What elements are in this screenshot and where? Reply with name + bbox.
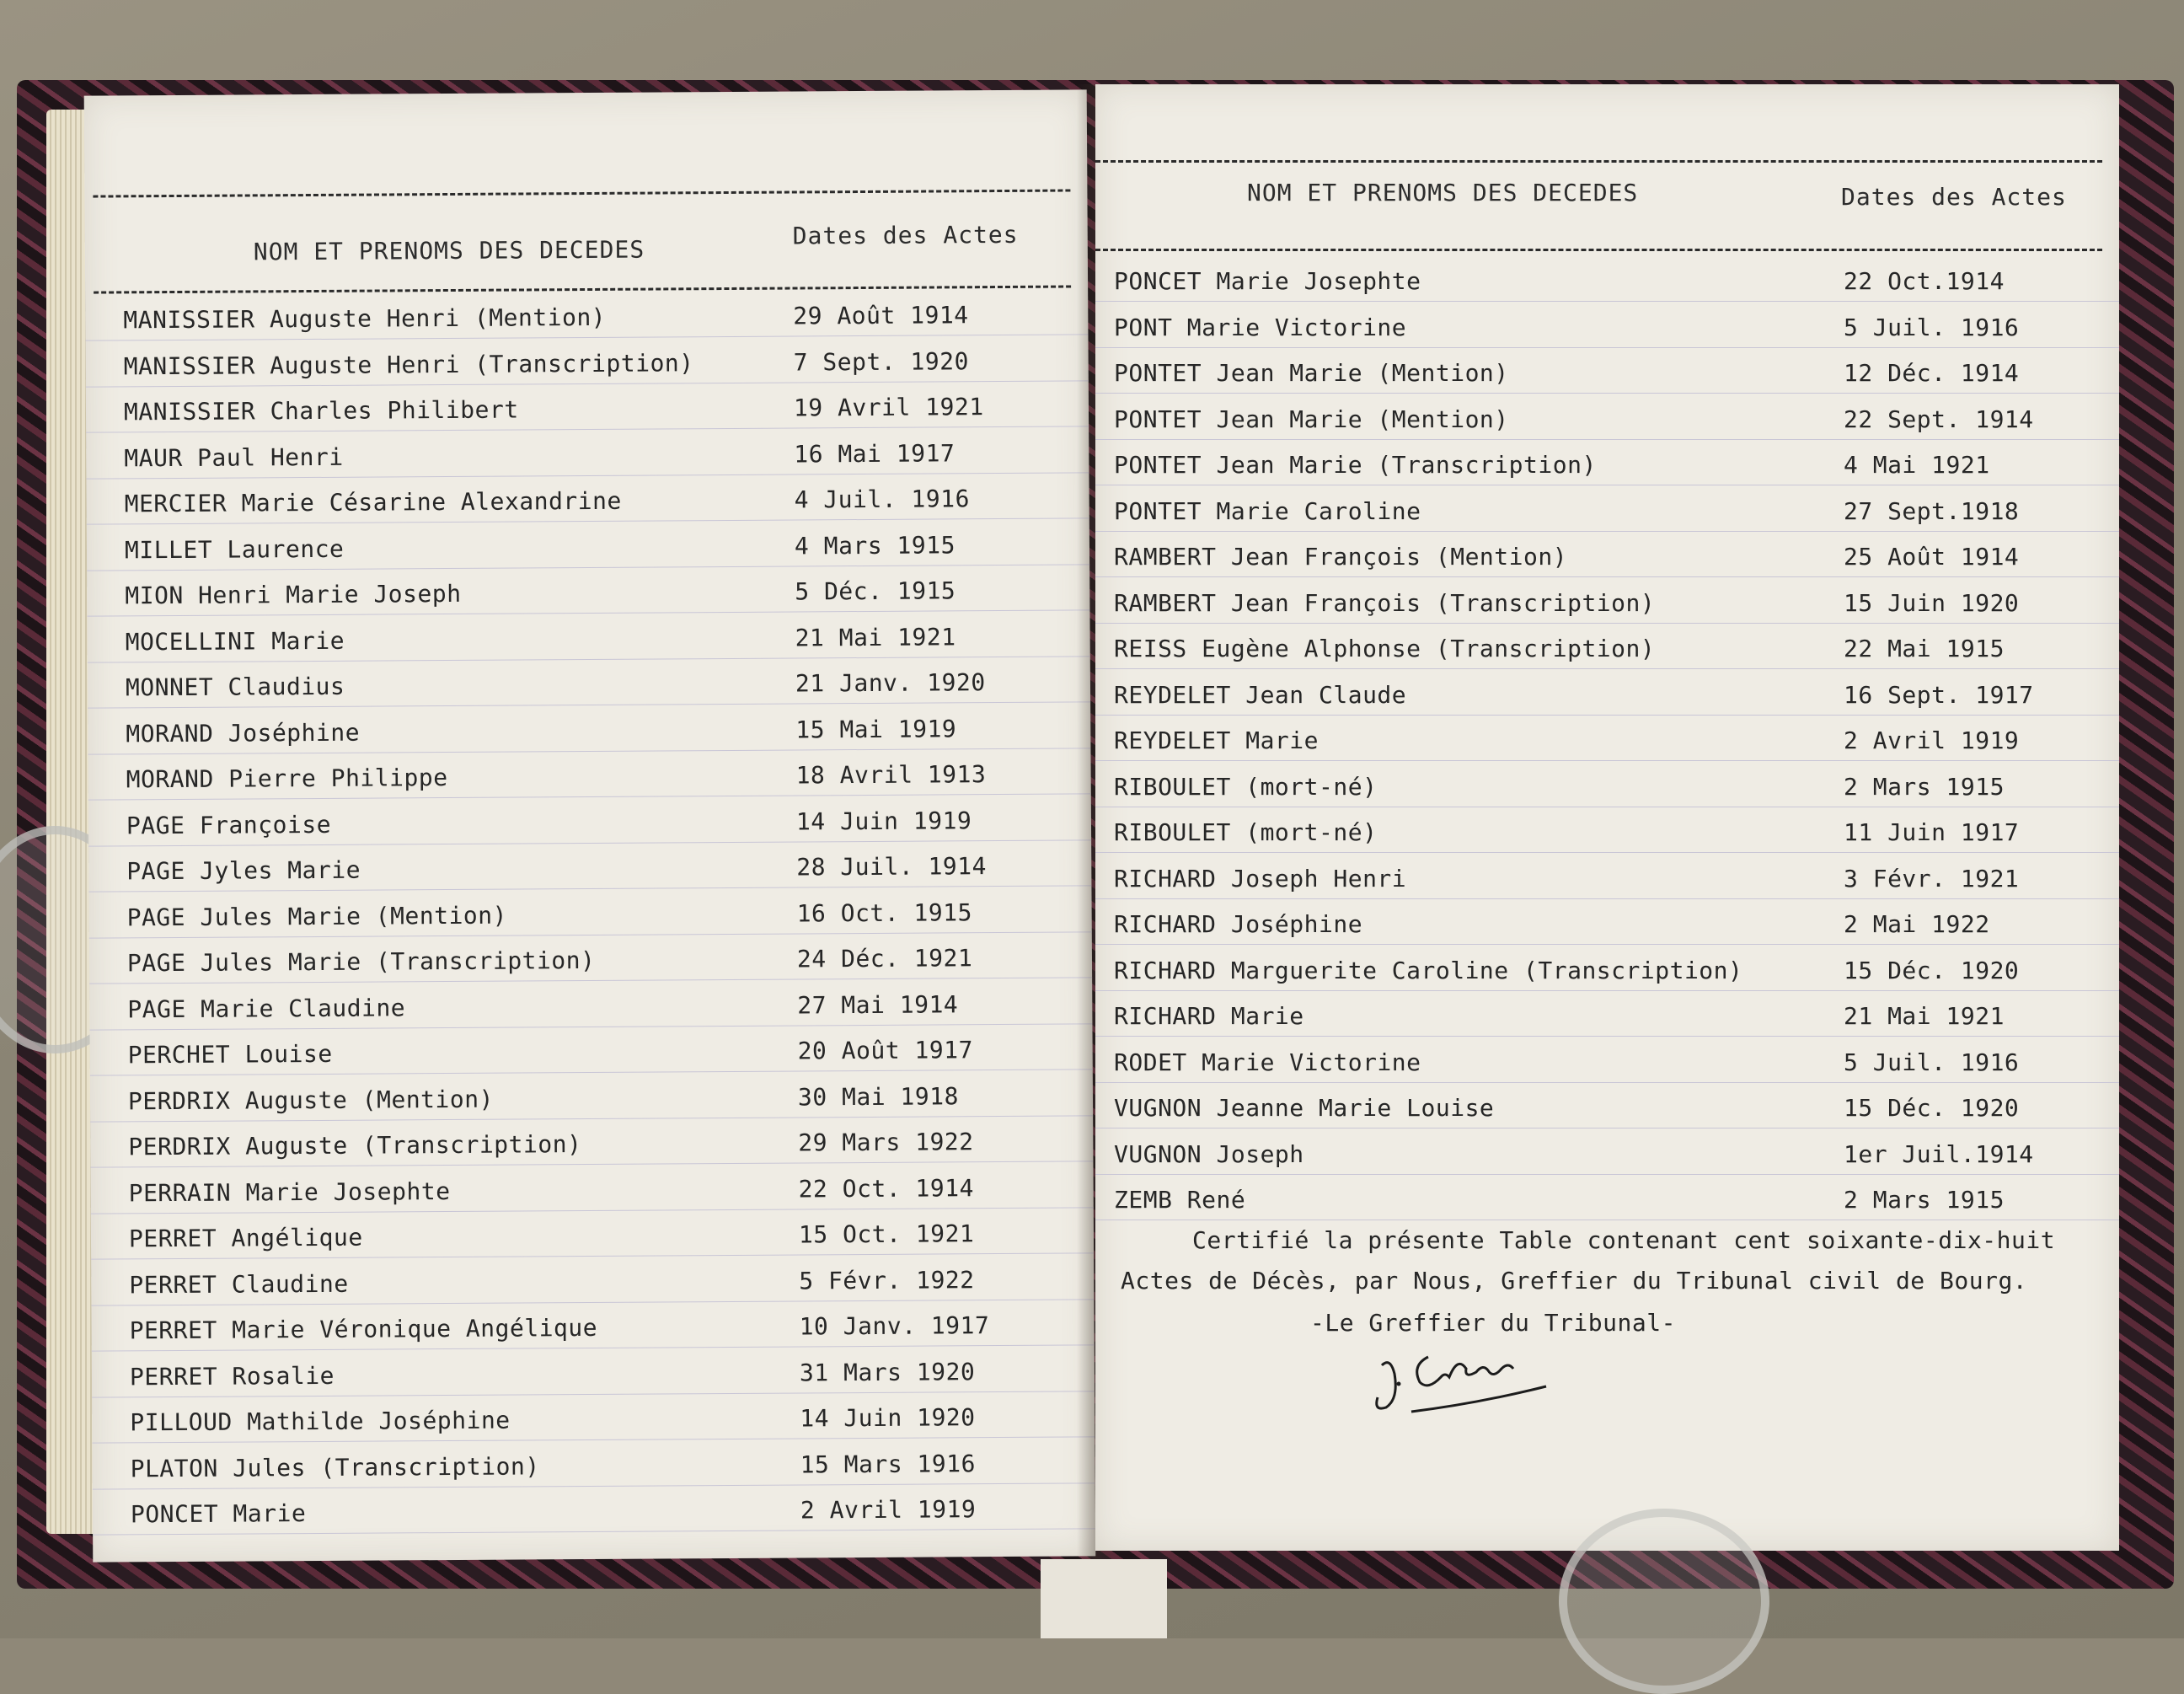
entry-name: PERRET Marie Véronique Angélique	[129, 1313, 598, 1345]
entry-date: 3 Févr. 1921	[1844, 864, 2020, 893]
ruled-line	[1095, 944, 2119, 945]
entry-date: 21 Mai 1921	[795, 622, 956, 652]
entry-date: 15 Déc. 1920	[1844, 1094, 2020, 1122]
entry-name: PERRET Claudine	[129, 1269, 349, 1299]
entry-name: PONTET Jean Marie (Transcription)	[1114, 451, 1597, 479]
ruled-line	[85, 334, 1088, 340]
ruled-line	[89, 931, 1092, 938]
ruled-line	[1095, 347, 2119, 348]
entry-date: 2 Mars 1915	[1844, 772, 2005, 801]
ruled-line	[1095, 1036, 2119, 1037]
header-bottom-rule	[1095, 249, 2102, 251]
entry-date: 31 Mars 1920	[799, 1357, 976, 1386]
entry-date: 22 Oct. 1914	[798, 1173, 975, 1203]
entry-date: 10 Janv. 1917	[799, 1311, 990, 1341]
entry-name: PONT Marie Victorine	[1114, 313, 1407, 341]
entry-name: VUGNON Joseph	[1114, 1139, 1304, 1168]
entry-date: 15 Déc. 1920	[1844, 956, 2020, 984]
ruled-line	[1095, 623, 2119, 624]
entry-name: VUGNON Jeanne Marie Louise	[1114, 1094, 1495, 1122]
entry-date: 2 Mai 1922	[1844, 910, 1990, 938]
ruled-line	[88, 839, 1091, 846]
bookmark-tab	[1041, 1559, 1167, 1638]
entry-date: 5 Févr. 1922	[799, 1265, 975, 1295]
entry-date: 28 Juil. 1914	[796, 852, 988, 882]
entry-name: RIBOULET (mort-né)	[1114, 772, 1378, 801]
entry-name: MORAND Pierre Philippe	[126, 764, 448, 794]
entry-name: MANISSIER Auguste Henri (Transcription)	[123, 348, 694, 380]
ruled-line	[90, 1161, 1093, 1167]
entry-name: PONCET Marie Josephte	[1114, 267, 1421, 295]
entry-name: PONCET Marie	[130, 1499, 307, 1529]
clerk-signature	[1365, 1332, 1559, 1424]
entry-name: REISS Eugène Alphonse (Transcription)	[1114, 635, 1656, 662]
ruled-line	[1095, 715, 2119, 716]
ruled-line	[1095, 852, 2119, 853]
entry-date: 22 Mai 1915	[1844, 635, 2005, 662]
ruled-line	[1095, 760, 2119, 761]
entry-name: PERRAIN Marie Josephte	[128, 1177, 451, 1207]
ruled-line	[1095, 301, 2119, 302]
clerk-title: -Le Greffier du Tribunal-	[1310, 1309, 1676, 1337]
entry-date: 24 Déc. 1921	[796, 944, 973, 973]
ruled-line	[91, 1252, 1094, 1259]
entry-date: 27 Sept.1918	[1844, 496, 2020, 525]
ruled-line	[1095, 1082, 2119, 1083]
entry-name: MAUR Paul Henri	[124, 442, 344, 472]
entry-date: 15 Mai 1919	[795, 714, 957, 744]
entry-name: MONNET Claudius	[125, 672, 345, 702]
ruled-line	[88, 701, 1090, 708]
entry-date: 22 Oct.1914	[1844, 267, 2005, 295]
ruled-line	[86, 380, 1089, 387]
ruled-line	[1095, 439, 2119, 440]
ruled-line	[88, 748, 1090, 754]
entry-name: PERDRIX Auguste (Transcription)	[128, 1130, 582, 1161]
entry-date: 1er Juil.1914	[1844, 1139, 2034, 1168]
entry-name: MANISSIER Charles Philibert	[123, 395, 519, 426]
entry-date: 30 Mai 1918	[797, 1081, 960, 1111]
entry-name: REYDELET Marie	[1114, 726, 1320, 754]
entry-name: PLATON Jules (Transcription)	[130, 1451, 540, 1482]
entry-name: MORAND Joséphine	[126, 718, 361, 748]
entry-name: PONTET Jean Marie (Mention)	[1114, 405, 1509, 433]
entry-date: 16 Sept. 1917	[1844, 680, 2034, 709]
entry-date: 15 Juin 1920	[1844, 588, 2020, 617]
entry-date: 4 Mai 1921	[1844, 451, 1990, 479]
entry-date: 29 Mars 1922	[798, 1128, 974, 1157]
entry-date: 2 Avril 1919	[1844, 726, 2020, 754]
magnifier-ring	[1559, 1509, 1769, 1694]
entry-date: 4 Mars 1915	[794, 530, 956, 560]
dates-column-header: Dates des Actes	[792, 220, 1019, 250]
ruled-line	[1095, 531, 2119, 532]
header-bottom-rule	[94, 285, 1071, 293]
ruled-line	[92, 1391, 1095, 1397]
ruled-line	[92, 1436, 1095, 1443]
ruled-line	[92, 1344, 1095, 1351]
ruled-line	[91, 1207, 1094, 1214]
entry-date: 29 Août 1914	[793, 301, 969, 330]
ruled-line	[1095, 1174, 2119, 1175]
entry-date: 2 Mars 1915	[1844, 1186, 2005, 1214]
ruled-line	[87, 517, 1089, 524]
entry-name: RODET Marie Victorine	[1114, 1048, 1421, 1076]
entry-date: 2 Avril 1919	[800, 1495, 977, 1525]
entry-name: RICHARD Marie	[1114, 1002, 1304, 1030]
ruled-line	[88, 885, 1091, 892]
ruled-line	[90, 1069, 1093, 1075]
entry-date: 15 Oct. 1921	[798, 1220, 975, 1249]
entry-name: PAGE Jules Marie (Mention)	[126, 901, 508, 931]
ruled-line	[88, 793, 1091, 800]
entry-name: PONTET Jean Marie (Mention)	[1114, 359, 1509, 387]
entry-date: 22 Sept. 1914	[1844, 405, 2034, 433]
entry-name: MERCIER Marie Césarine Alexandrine	[124, 486, 622, 518]
entry-name: ZEMB René	[1114, 1186, 1246, 1214]
entry-name: PILLOUD Mathilde Joséphine	[130, 1406, 511, 1437]
entry-name: PAGE Jules Marie (Transcription)	[126, 946, 596, 978]
entry-date: 4 Juil. 1916	[794, 485, 971, 514]
entry-date: 5 Juil. 1916	[1844, 1048, 2020, 1076]
ruled-line	[86, 426, 1089, 432]
entry-name: RAMBERT Jean François (Mention)	[1114, 543, 1568, 571]
entry-name: RIBOULET (mort-né)	[1114, 818, 1378, 846]
entry-date: 12 Déc. 1914	[1844, 359, 2020, 387]
entry-date: 21 Janv. 1920	[795, 668, 986, 698]
ruled-line	[93, 1528, 1095, 1535]
entry-date: 20 Août 1917	[797, 1036, 974, 1065]
ruled-line	[1095, 576, 2119, 577]
entry-name: PAGE Jyles Marie	[126, 855, 361, 886]
entry-date: 21 Mai 1921	[1844, 1002, 2005, 1030]
entry-name: MANISSIER Auguste Henri (Mention)	[123, 303, 607, 335]
ruled-line	[88, 656, 1090, 662]
certification-line-2: Actes de Décès, par Nous, Greffier du Tribunal civil de Bourg.	[1121, 1267, 2028, 1295]
ruled-line	[1095, 668, 2119, 669]
right-page	[1095, 84, 2119, 1551]
ruled-line	[1095, 898, 2119, 899]
entry-name: PERCHET Louise	[127, 1039, 333, 1069]
entry-name: MOCELLINI Marie	[125, 626, 345, 656]
entry-name: REYDELET Jean Claude	[1114, 680, 1407, 709]
left-page	[84, 89, 1096, 1562]
header-top-rule	[1095, 160, 2102, 163]
ruled-line	[87, 564, 1089, 571]
entry-name: PAGE Marie Claudine	[127, 993, 406, 1023]
ruled-line	[91, 1299, 1094, 1305]
entry-name: PERRET Angélique	[128, 1223, 363, 1253]
names-column-header: NOM ET PRENOMS DES DECEDES	[253, 235, 645, 266]
entry-date: 5 Déc. 1915	[795, 576, 956, 606]
ruled-line	[87, 609, 1089, 616]
ruled-line	[89, 1023, 1092, 1030]
entry-date: 15 Mars 1916	[800, 1449, 977, 1478]
entry-date: 19 Avril 1921	[793, 393, 984, 422]
ruled-line	[86, 472, 1089, 479]
entry-date: 11 Juin 1917	[1844, 818, 2020, 846]
entry-name: RICHARD Joseph Henri	[1114, 864, 1407, 893]
ruled-line	[89, 977, 1092, 984]
entry-name: PERDRIX Auguste (Mention)	[127, 1085, 495, 1115]
entry-date: 27 Mai 1914	[797, 989, 959, 1019]
ruled-line	[1095, 990, 2119, 991]
header-top-rule	[93, 190, 1070, 198]
entry-date: 18 Avril 1913	[795, 760, 987, 790]
entry-date: 16 Oct. 1915	[796, 898, 973, 928]
entry-name: RICHARD Marguerite Caroline (Transcription)	[1114, 956, 1743, 984]
entry-name: RICHARD Joséphine	[1114, 910, 1363, 938]
ruled-line	[90, 1115, 1093, 1122]
entry-date: 16 Mai 1917	[794, 438, 956, 469]
names-column-header: NOM ET PRENOMS DES DECEDES	[1247, 179, 1639, 206]
ruled-line	[1095, 393, 2119, 394]
entry-date: 25 Août 1914	[1844, 543, 2020, 571]
entry-date: 14 Juin 1920	[800, 1403, 976, 1433]
certification-line-1: Certifié la présente Table contenant cent soixante-dix-huit	[1192, 1226, 2056, 1254]
entry-name: MION Henri Marie Joseph	[125, 579, 462, 610]
entry-name: RAMBERT Jean François (Transcription)	[1114, 588, 1656, 617]
entry-name: PERRET Rosalie	[129, 1361, 335, 1391]
dates-column-header: Dates des Actes	[1841, 183, 2067, 211]
entry-date: 5 Juil. 1916	[1844, 313, 2020, 341]
entry-name: PONTET Marie Caroline	[1114, 496, 1421, 525]
entry-name: PAGE Françoise	[126, 810, 332, 839]
entry-name: MILLET Laurence	[124, 534, 345, 564]
entry-date: 14 Juin 1919	[795, 806, 972, 836]
ruled-line	[93, 1482, 1095, 1489]
entry-date: 7 Sept. 1920	[793, 346, 970, 377]
